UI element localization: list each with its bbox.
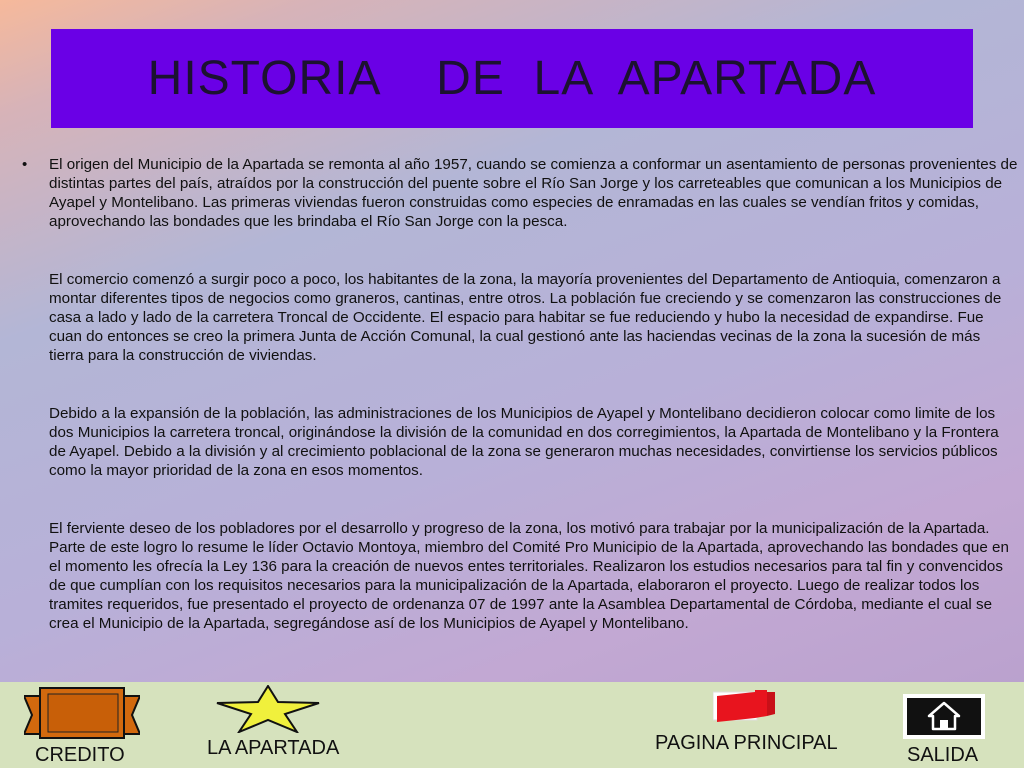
credito-label[interactable]: CREDITO: [35, 744, 125, 766]
paragraph-commerce: El comercio comenzó a surgir poco a poco, los habitantes de la zona, la mayoría provenientes del Departamento de Antioquia, comenzaron a montar diferentes tipos de negocios como graneros, cantinas, entre otros. La población fue creciendo y se comenzaron las construcciones de casa a lado y lado de la carretera Troncal de Occidente. El espacio para habitar se fue reduciendo y hubo la necesidad de expandirse. Fue cuan do entonces se creo la primera Junta de Acción Comunal, la cual gestionó ante las haciendas vecinas de la zona la sucesión de más tierra para la construcción de viviendas.: [49, 271, 1002, 364]
pagina-principal-button[interactable]: [713, 688, 777, 726]
credito-button[interactable]: [24, 686, 140, 744]
salida-button[interactable]: [903, 694, 985, 739]
paragraph-municipalization: El ferviente deseo de los pobladores por el desarrollo y progreso de la zona, los motivó para trabajar por la municipalización de la Apartada. Parte de este logro lo resume le líder Octavio Montoya, miembro del Comité Pro Municipio de la Apartada, aprovechando las bondades que en el momento les ofrecía la Ley 136 para la creación de nuevos entes territoriales. Realizaron los estudios necesarios para tal fin y convencidos de que cumplían con los requisitos necesarios para la municipalización de la Apartada, elaboraron el proyecto. Luego de realizar todos los tramites requeridos, fue presentado el proyecto de ordenanza 07 de 1997 ante la Asamblea Departamental de Córdoba, mediante el cual se crea el Municipio de la Apartada, segregándose así de los Municipios de Ayapel y Montelibano.: [49, 520, 1009, 632]
salida-label[interactable]: SALIDA: [907, 744, 979, 766]
slide-content: [22, 155, 1018, 675]
title-bar: [51, 29, 973, 128]
star-icon: [215, 685, 321, 733]
bullet-marker: •: [22, 156, 28, 173]
banner-icon: [24, 686, 140, 744]
home-icon: [903, 694, 985, 739]
footer-nav: [0, 682, 1024, 768]
pagina-principal-label[interactable]: PAGINA PRINCIPAL: [655, 732, 838, 754]
slide-title: HISTORIA DE LA APARTADA: [147, 52, 877, 105]
la-apartada-label[interactable]: LA APARTADA: [207, 737, 340, 759]
paragraph-origin: El origen del Municipio de la Apartada se remonta al año 1957, cuando se comienza a conformar un asentamiento de personas provenientes de distintas partes del país, atraídos por la construcción del puente sobre el Río San Jorge y los carreteables que comunican a los Municipios de Ayapel y Montelibano. Las primeras viviendas fueron construidas como especies de enramadas en las cuales se vendían fritos y comidas, aprovechando las bondades que les brindaba el Río San Jorge con la pesca.: [49, 156, 1018, 230]
paragraph-division: Debido a la expansión de la población, las administraciones de los Municipios de Ayapel y Montelibano decidieron colocar como limite de los dos Municipios la carretera troncal, originándose la división de la comunidad en dos corregimientos, la Apartada de Montelibano y la Frontera de Ayapel. Debido a la división y al crecimiento poblacional de la zona se generaron muchas necesidades, convirtiense los servicios públicos como la mayor prioridad de la zona en esos momentos.: [49, 405, 999, 479]
flag-icon: [713, 688, 777, 726]
la-apartada-button[interactable]: [215, 685, 321, 733]
